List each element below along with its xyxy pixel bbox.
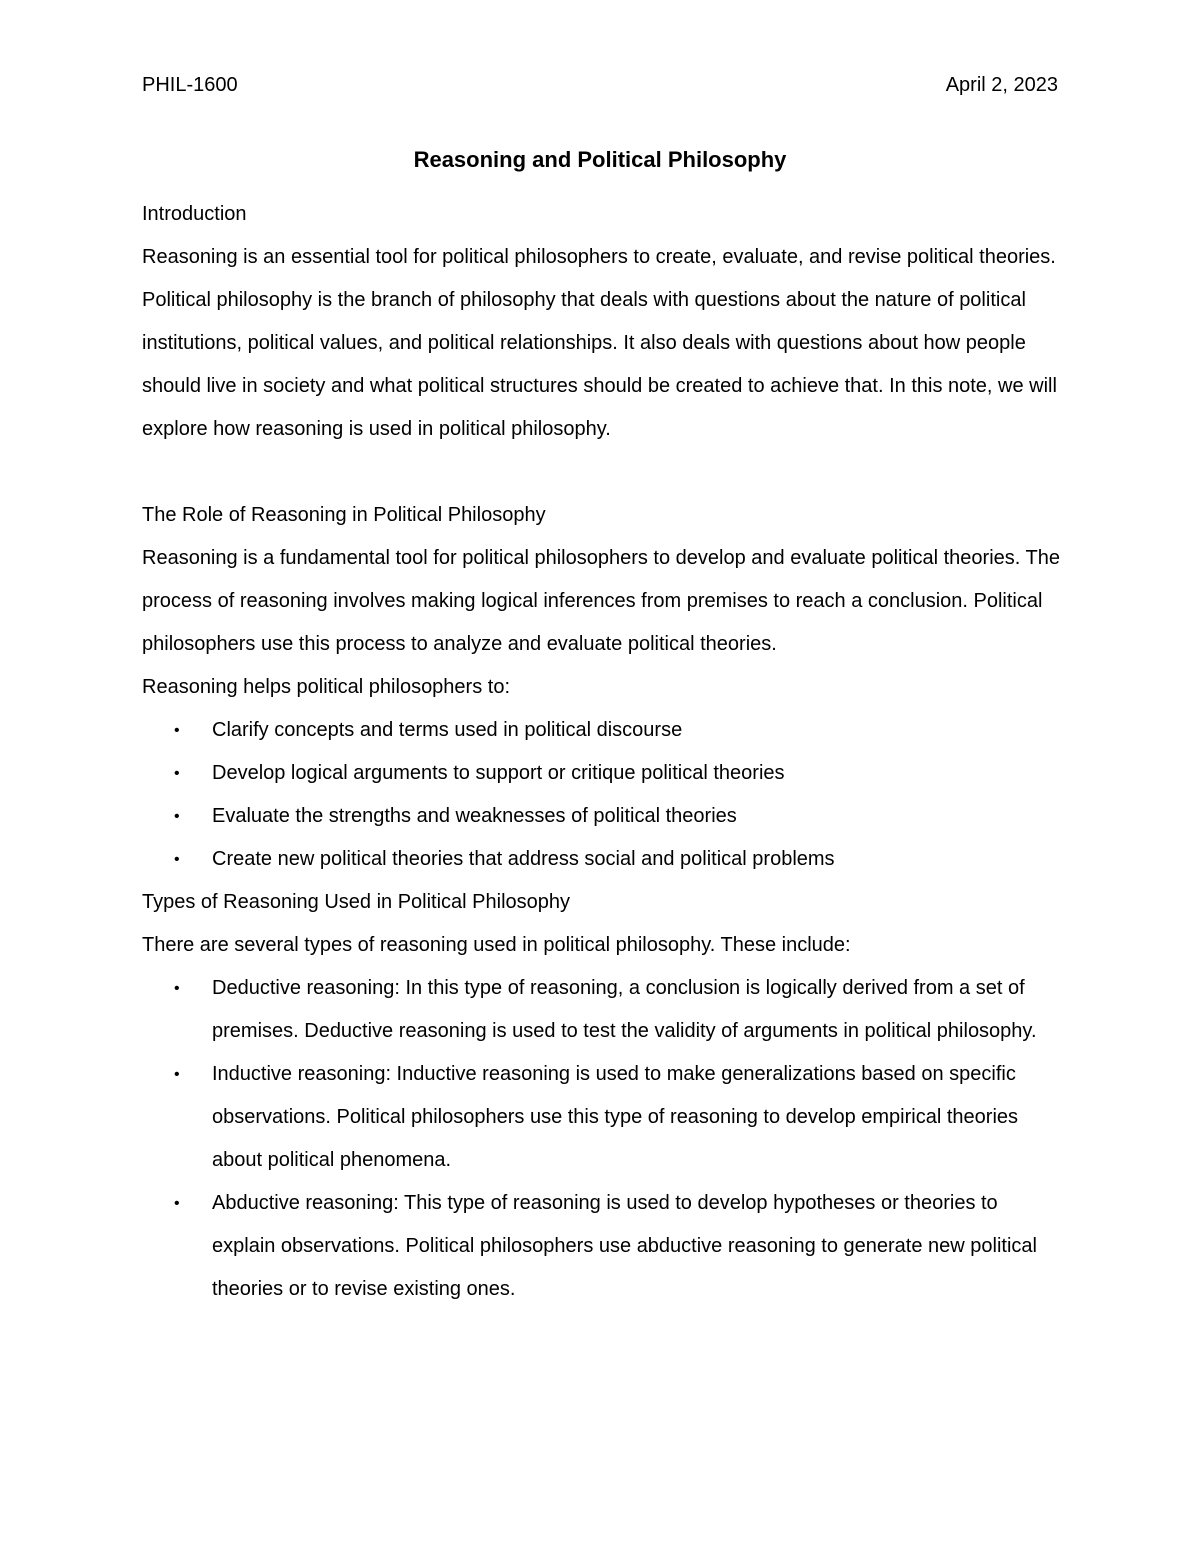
- list-item-text: Abductive reasoning: This type of reasoning is used to develop hypotheses or theories to explain observations. Political philosophers use abductive reasoning to generate new political theories or to revise existing ones.: [212, 1192, 1037, 1300]
- list-item: [142, 752, 1064, 795]
- list-item-text: Develop logical arguments to support or critique political theories: [212, 762, 785, 784]
- role-heading: The Role of Reasoning in Political Philosophy: [142, 504, 546, 526]
- bullet-icon: •: [174, 765, 180, 782]
- role-paragraph: Reasoning is a fundamental tool for political philosophers to develop and evaluate political theories. The process of reasoning involves making logical inferences from premises to reach a conclusion. Political philosophers use this process to analyze and evaluate political theories.: [142, 547, 1060, 655]
- bullet-icon: •: [174, 980, 180, 997]
- types-heading: Types of Reasoning Used in Political Philosophy: [142, 891, 571, 913]
- bullet-icon: •: [174, 1066, 180, 1083]
- bullet-icon: •: [174, 1195, 180, 1212]
- intro-heading: Introduction: [142, 203, 247, 225]
- types-lead: There are several types of reasoning used in political philosophy. These include:: [142, 934, 851, 956]
- list-item: [142, 967, 1064, 1053]
- course-code: PHIL-1600: [142, 74, 238, 96]
- role-bullet-list: [142, 709, 1064, 881]
- section-spacer: [142, 451, 1064, 494]
- list-item: [142, 838, 1064, 881]
- list-item-text: Evaluate the strengths and weaknesses of political theories: [212, 805, 737, 827]
- list-item-text: Create new political theories that address social and political problems: [212, 848, 835, 870]
- list-item: [142, 1182, 1064, 1311]
- page-header: [142, 70, 1058, 100]
- list-item: [142, 709, 1064, 752]
- document-title: Reasoning and Political Philosophy: [413, 147, 787, 172]
- types-bullet-list: [142, 967, 1064, 1311]
- document-body: [142, 193, 1064, 1311]
- role-lead: Reasoning helps political philosophers to:: [142, 676, 511, 698]
- list-item-text: Deductive reasoning: In this type of reasoning, a conclusion is logically derived from a set of premises. Deductive reasoning is used to test the validity of arguments in political philosophy.: [212, 977, 1037, 1042]
- bullet-icon: •: [174, 851, 180, 868]
- intro-paragraph: Reasoning is an essential tool for political philosophers to create, evaluate, and revise political theories. Political philosophy is the branch of philosophy that deals with questions about the nature of political institutions, political values, and political relationships. It also deals with questions about how people should live in society and what political structures should be created to achieve that. In this note, we will explore how reasoning is used in political philosophy.: [142, 246, 1057, 440]
- header-date: April 2, 2023: [945, 74, 1058, 96]
- list-item-text: Inductive reasoning: Inductive reasoning is used to make generalizations based on specific observations. Political philosophers use this type of reasoning to develop empirical theories about political phenomena.: [212, 1063, 1019, 1171]
- list-item-text: Clarify concepts and terms used in political discourse: [212, 719, 683, 741]
- list-item: [142, 795, 1064, 838]
- bullet-icon: •: [174, 808, 180, 825]
- bullet-icon: •: [174, 722, 180, 739]
- list-item: [142, 1053, 1064, 1182]
